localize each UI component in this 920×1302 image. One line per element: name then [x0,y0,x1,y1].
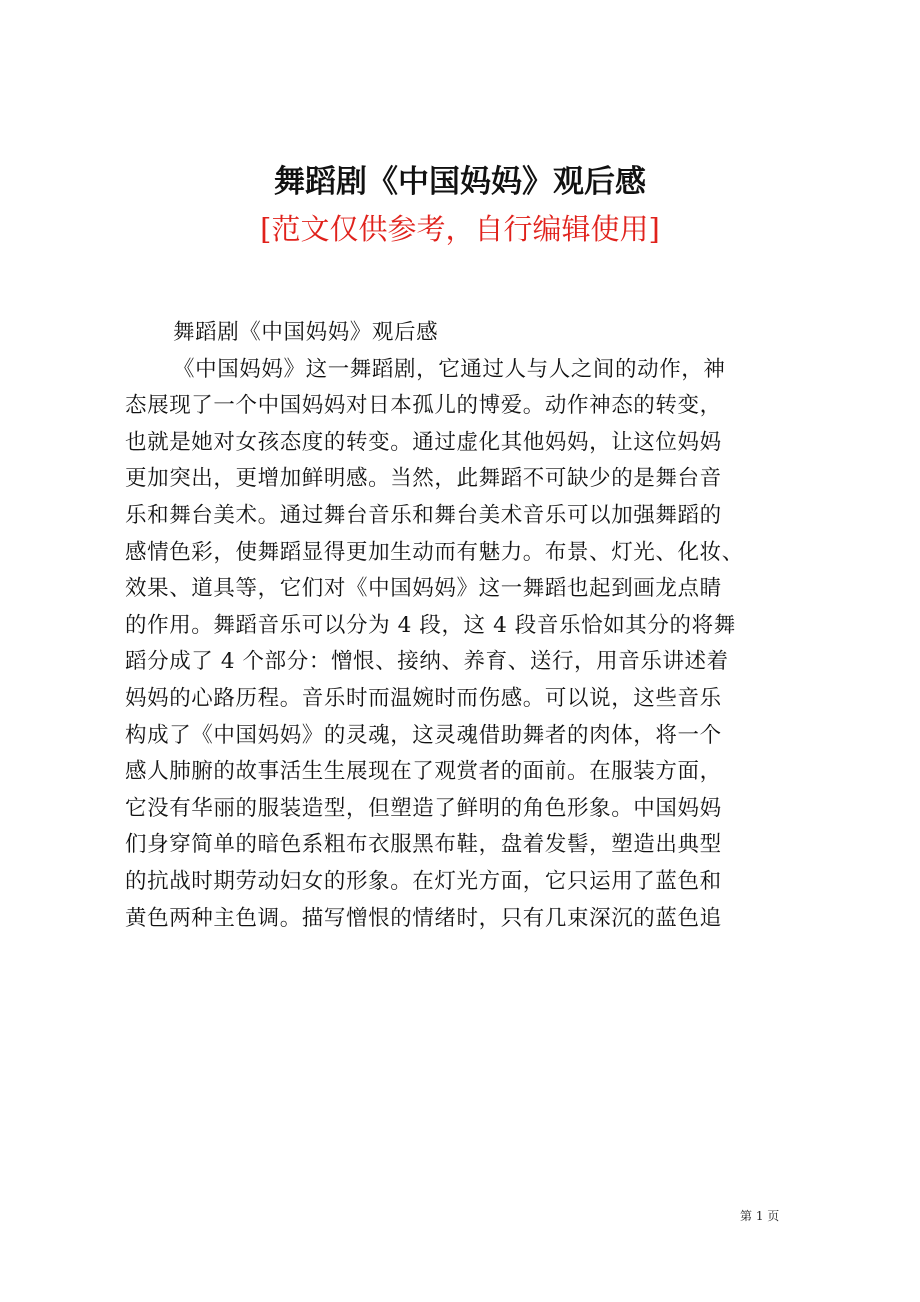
body-line: 也就是她对女孩态度的转变。通过虚化其他妈妈，让这位妈妈 [125,429,722,455]
body-line: 它没有华丽的服装造型，但塑造了鲜明的角色形象。中国妈妈 [125,795,722,821]
body-line: 态展现了一个中国妈妈对日本孤儿的博爱。动作神态的转变， [125,393,722,419]
document-subtitle: [范文仅供参考，自行编辑使用] [260,212,660,246]
document-title: 舞蹈剧《中国妈妈》观后感 [274,164,646,200]
body-line: 《中国妈妈》这一舞蹈剧，它通过人与人之间的动作，神 [173,356,726,382]
body-line: 感情色彩，使舞蹈显得更加生动而有魅力。布景、灯光、化妆、 [125,539,744,565]
body-line: 妈妈的心路历程。音乐时而温婉时而伤感。可以说，这些音乐 [125,685,722,711]
body-line: 感人肺腑的故事活生生展现在了观赏者的面前。在服装方面， [125,759,722,785]
body-line: 蹈分成了 4 个部分：憎恨、接纳、养育、送行，用音乐讲述着 [125,649,729,675]
body-heading: 舞蹈剧《中国妈妈》观后感 [173,320,439,345]
body-line: 黄色两种主色调。描写憎恨的情绪时，只有几束深沉的蓝色追 [125,905,722,931]
body-line: 乐和舞台美术。通过舞台音乐和舞台美术音乐可以加强舞蹈的 [125,502,722,528]
body-line: 更加突出，更增加鲜明感。当然，此舞蹈不可缺少的是舞台音 [125,466,722,492]
body-line: 的抗战时期劳动妇女的形象。在灯光方面，它只运用了蓝色和 [125,868,722,894]
body-line: 们身穿简单的暗色系粗布衣服黑布鞋，盘着发髻，塑造出典型 [125,832,722,858]
page-number: 第 1 页 [740,1209,780,1223]
body-line: 的作用。舞蹈音乐可以分为 4 段，这 4 段音乐恰如其分的将舞 [125,612,736,638]
body-line: 构成了《中国妈妈》的灵魂，这灵魂借助舞者的肉体，将一个 [125,722,722,748]
body-line: 效果、道具等，它们对《中国妈妈》这一舞蹈也起到画龙点睛 [125,576,722,602]
document-body [125,315,815,937]
